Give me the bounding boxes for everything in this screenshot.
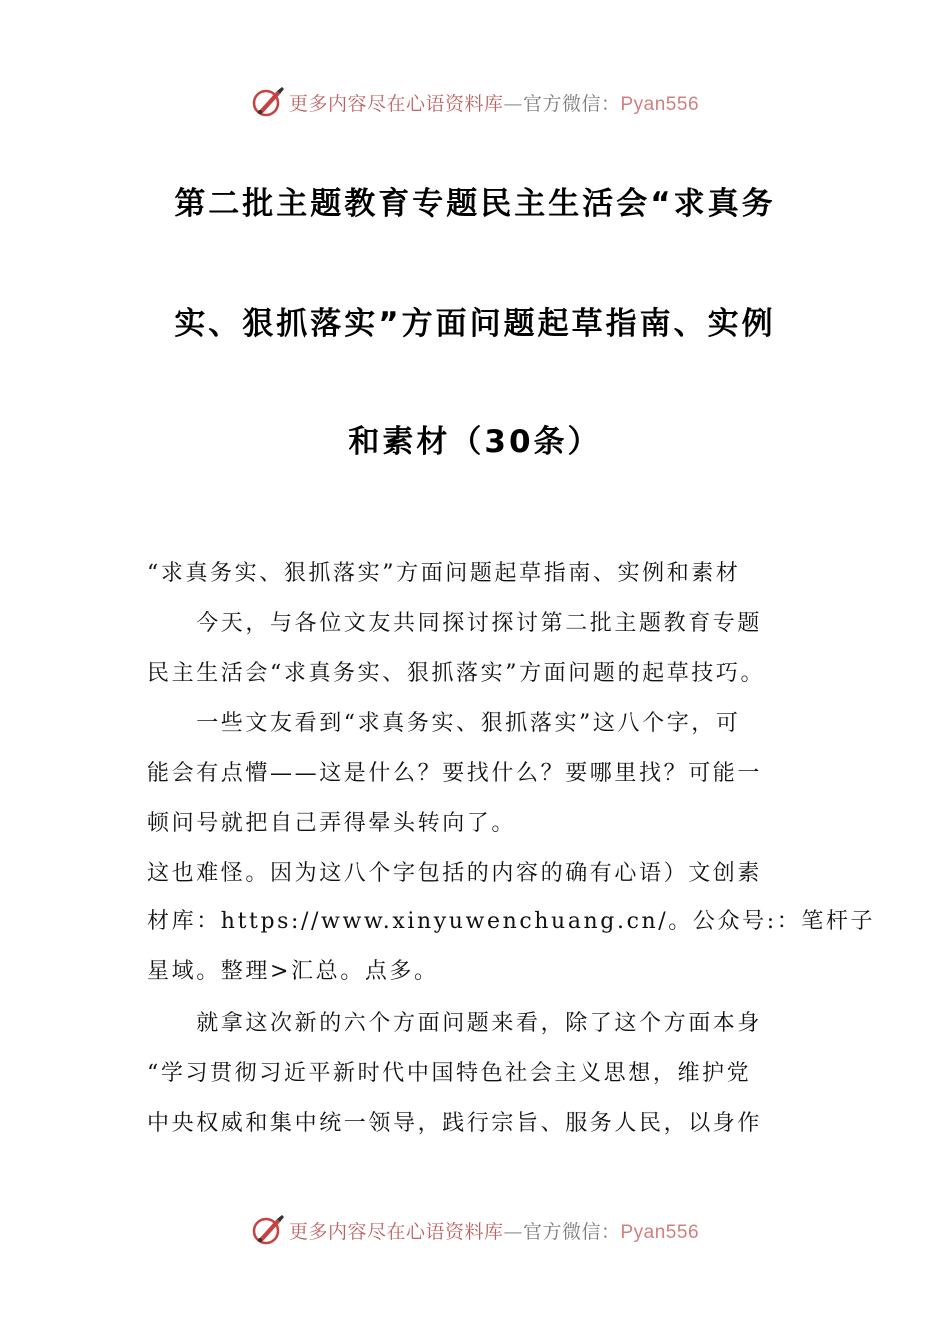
separator: —: [503, 92, 523, 115]
pen-logo-icon: [251, 1213, 285, 1247]
body-line-6: 顿问号就把自己弄得晕头转向了。: [147, 811, 517, 836]
body-line-10: 就拿这次新的六个方面问题来看，除了这个方面本身: [147, 1011, 763, 1036]
pen-logo-icon: [251, 85, 285, 119]
body-line-8: 材库：https://www.xinyuwenchuang.cn/。公众号:：笔杆子: [147, 909, 876, 934]
doc-title-line-1: 第二批主题教育专题民主生活会“求真务: [174, 186, 776, 222]
body-line-11: “学习贯彻习近平新时代中国特色社会主义思想，维护党: [147, 1061, 752, 1086]
wechat-label: 官方微信：: [522, 1220, 621, 1243]
body-line-9: 星域。整理>汇总。点多。: [147, 959, 439, 984]
separator: —: [503, 1220, 523, 1243]
body-line-2: 今天，与各位文友共同探讨探讨第二批主题教育专题: [147, 611, 763, 636]
doc-title-line-2: 实、狠抓落实”方面问题起草指南、实例: [174, 306, 776, 342]
body-line-5: 能会有点懵——这是什么？要找什么？要哪里找？可能一: [147, 761, 763, 786]
wechat-id: Pyan556: [620, 1221, 700, 1243]
doc-title-line-3: 和素材（30条）: [348, 424, 602, 460]
header-banner-text: [289, 89, 699, 116]
body-line-12: 中央权威和集中统一领导，践行宗旨、服务人民，以身作: [147, 1111, 763, 1136]
footer-banner: [0, 1210, 950, 1250]
body-line-4: 一些文友看到“求真务实、狠抓落实”这八个字，可: [147, 711, 741, 736]
header-banner: [0, 82, 950, 122]
body-line-7: 这也难怪。因为这八个字包括的内容的确有心语）文创素: [147, 861, 763, 886]
site-name: 更多内容尽在心语资料库: [288, 1220, 504, 1243]
footer-banner-text: [289, 1217, 699, 1244]
wechat-label: 官方微信：: [522, 92, 621, 115]
body-line-3: 民主生活会“求真务实、狠抓落实”方面问题的起草技巧。: [147, 661, 766, 686]
wechat-id: Pyan556: [620, 93, 700, 115]
body-line-1: “求真务实、狠抓落实”方面问题起草指南、实例和素材: [147, 561, 741, 586]
site-name: 更多内容尽在心语资料库: [288, 92, 504, 115]
